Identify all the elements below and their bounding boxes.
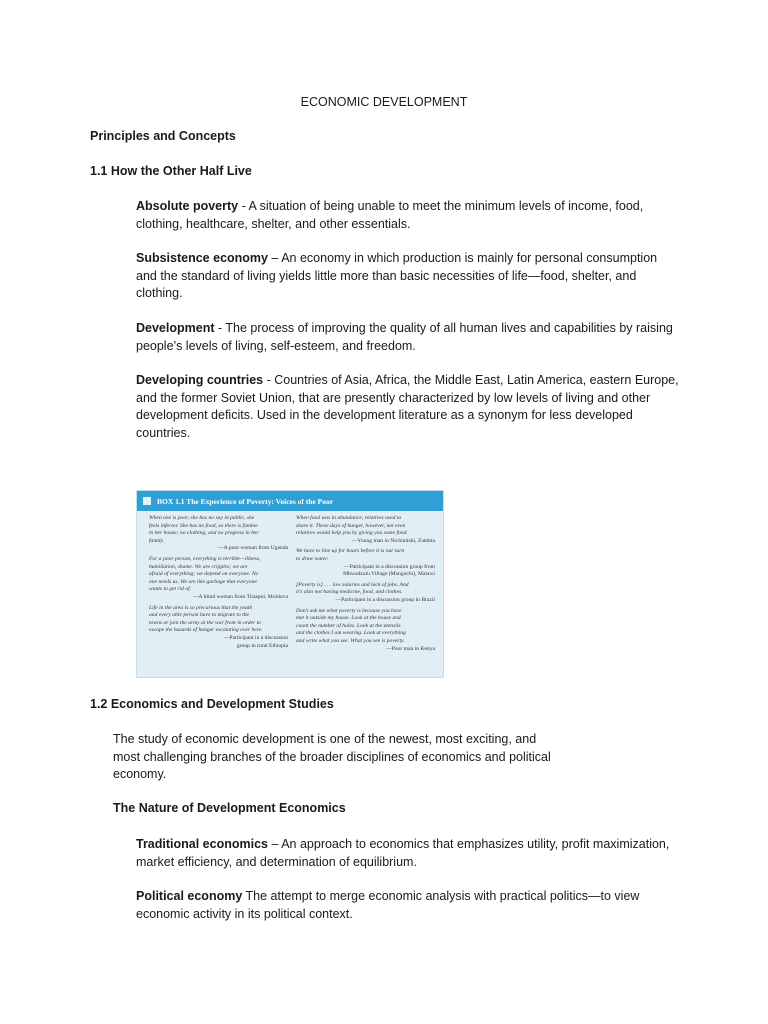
definition-text: An approach to economics that emphasizes utility, profit maximization, — [281, 837, 670, 851]
box-header — [137, 491, 443, 511]
box-quote-source: —Participant in a discussion group in rural Ethiopia — [223, 634, 288, 649]
definition-text: Countries of Asia, Africa, the Middle East, Latin America, eastern Europe, — [274, 373, 679, 387]
box-quote-source: —Participant in a discussion group in Brazil — [335, 596, 435, 603]
definition-term: Development — [136, 321, 215, 335]
box-quote-source: —A poor woman from Uganda — [218, 545, 288, 552]
box-quote: Life in the area is so precarious that the youth and every able person have to migrate to the towns or join the army at the war front in order to escape the hazards of hunger escalating over here. — [149, 604, 263, 634]
box-square-icon — [143, 497, 151, 505]
box-quote: For a poor person, everything is terrible—illness, humiliation, shame. We are cripples; we are afraid of everything; we depend on everyone. No one needs us. We are like garbage that everyone wants to get rid of. — [149, 555, 261, 593]
intro-paragraph: The study of economic development is one of the newest, most exciting, and most challenging branches of the broader disciplines of economics and political economy. — [113, 732, 551, 781]
definition-text: development deficits. Used in the development literature as a synonym for less developed — [136, 408, 633, 422]
definition-term: Traditional economics — [136, 837, 268, 851]
nature-subheading: The Nature of Development Economics — [113, 801, 346, 815]
box-quote-source: —Young man in Nichimishi, Zambia — [351, 537, 435, 544]
definition-text: clothing, healthcare, shelter, and other essentials. — [136, 216, 411, 231]
definition-text: A situation of being unable to meet the minimum levels of income, food, — [248, 199, 644, 213]
definition-separator: - — [238, 199, 249, 213]
definition-text: economic activity in its political context. — [136, 906, 353, 921]
definition-absolute-poverty — [136, 198, 681, 233]
box-quote: When one is poor, she has no say in public, she feels inferior. She has no food, so there is famine in her house; no clothing, and no progress in her family. — [149, 515, 259, 544]
definition-political-economy — [136, 888, 681, 923]
box-left-column — [149, 515, 288, 656]
definition-text: The attempt to merge economic analysis with practical politics—to view — [245, 889, 640, 903]
definition-text: clothing. — [136, 286, 183, 300]
definition-subsistence-economy — [136, 250, 681, 303]
definition-separator: – — [267, 837, 282, 851]
box-quote: We have to line up for hours before it is our turn to draw water. — [296, 548, 405, 562]
definition-term: Developing countries — [136, 373, 264, 387]
definition-term: Political economy — [136, 889, 243, 903]
box-title: BOX 1.1 The Experience of Poverty: Voices of the Poor — [157, 496, 334, 506]
box-quote: Don't ask me what poverty is because you have met it outside my house. Look at the house and count the number of holes. Look at the utensils and the clothes I am wearing. Look at everything and write what you see. What you see is poverty. — [296, 607, 406, 644]
definition-text: market efficiency, and determination of equilibrium. — [136, 854, 417, 869]
box-quote: When food was in abundance, relatives used to share it. These days of hunger, however, not even relatives would help you by giving you some food. — [296, 515, 408, 537]
box-quote-source: —Participant in a discussion group from Mbwadzulu Village (Mangochi), Malawi — [343, 563, 435, 578]
definition-developing-countries — [136, 372, 681, 442]
definition-text: An economy in which production is mainly for personal consumption — [281, 251, 658, 265]
subsection-heading-1-2: 1.2 Economics and Development Studies — [90, 697, 334, 711]
box-quote-source: —A blind woman from Tiraspol, Moldova — [192, 593, 288, 600]
document-title: ECONOMIC DEVELOPMENT — [300, 95, 468, 109]
box-right-column — [296, 515, 435, 656]
definition-text: and the former Soviet Union, that are presently characterized by low levels of living and other — [136, 390, 651, 405]
poverty-voices-box — [136, 490, 444, 678]
definition-separator: - — [263, 373, 275, 387]
definition-traditional-economics — [136, 836, 681, 871]
definition-text: The process of improving the quality of all human lives and capabilities by raising — [225, 321, 673, 335]
subsection-heading-1-1: 1.1 How the Other Half Live — [90, 164, 252, 178]
definition-separator: - — [214, 321, 226, 335]
definition-separator: – — [268, 251, 282, 265]
box-quote: [Poverty is] . . . low salaries and lack of jobs. And it's also not having medicine, food, and clothes. — [296, 581, 409, 596]
definition-term: Absolute poverty — [136, 199, 239, 213]
definition-text: people’s levels of living, self-esteem, and freedom. — [136, 338, 416, 353]
definition-text: and the standard of living yields little more than basic necessities of life—food, shelter, and — [136, 268, 637, 283]
box-quote-source: —Poor man in Kenya — [386, 645, 435, 652]
section-heading: Principles and Concepts — [90, 129, 236, 143]
definition-development — [136, 320, 681, 355]
definition-term: Subsistence economy — [136, 251, 268, 265]
definition-text: countries. — [136, 425, 191, 440]
